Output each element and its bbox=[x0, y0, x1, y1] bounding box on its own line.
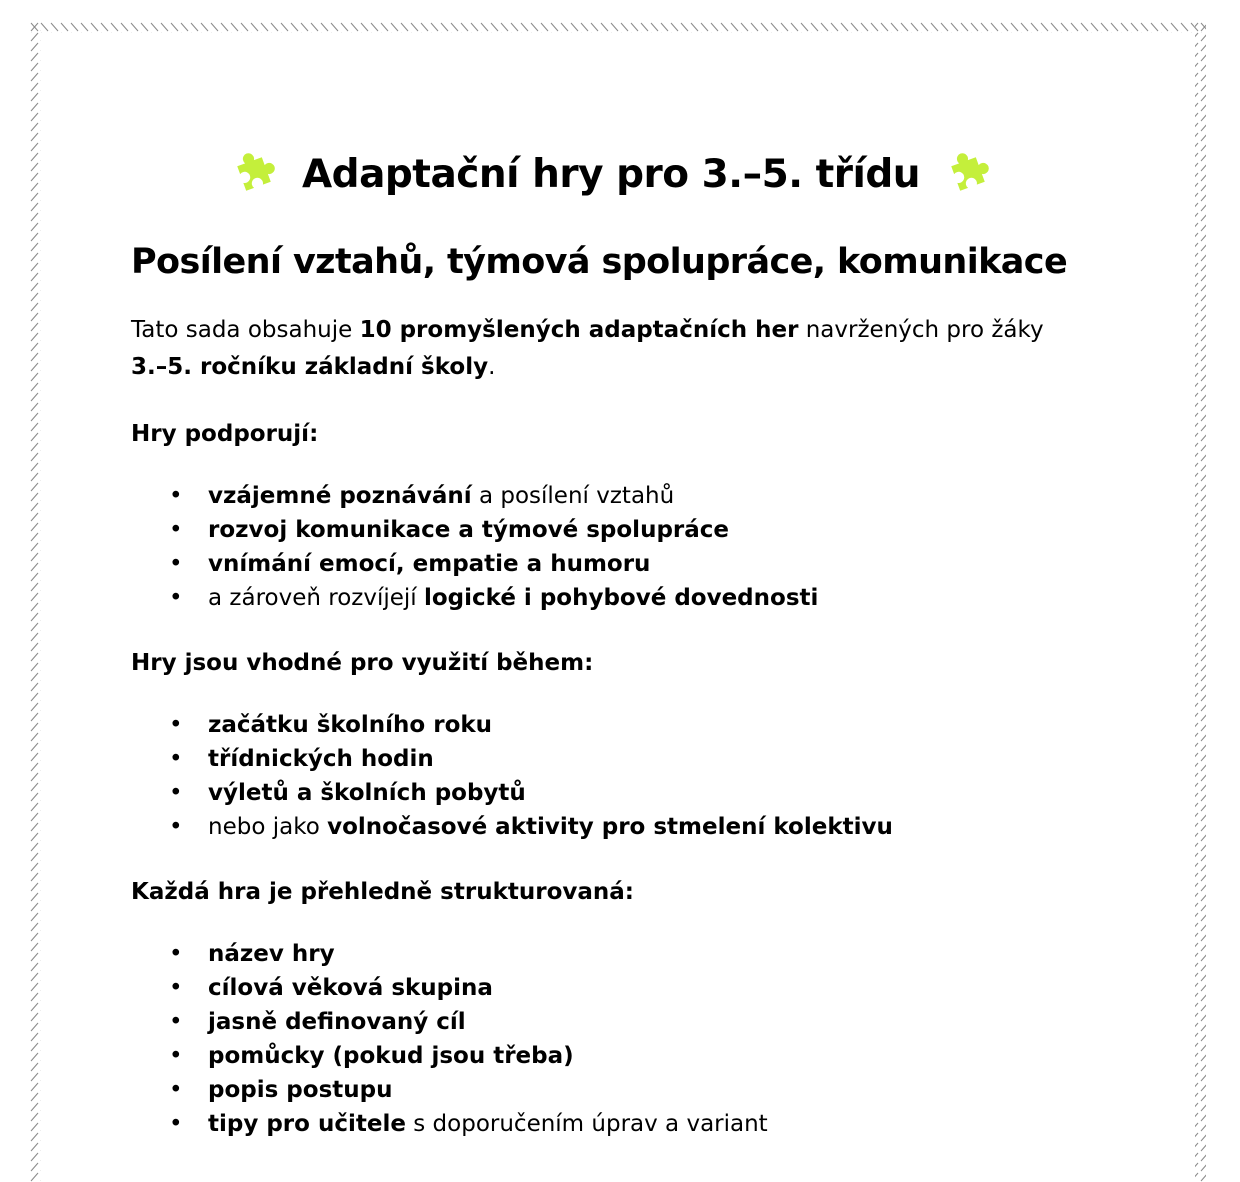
list-item bbox=[131, 1107, 1131, 1141]
list-item bbox=[131, 810, 1131, 844]
intro-bold: 10 promyšlených adaptačních her bbox=[359, 317, 799, 343]
item-bold: výletů a školních pobytů bbox=[208, 780, 526, 806]
item-bold: jasně definovaný cíl bbox=[208, 1009, 466, 1035]
list-item bbox=[131, 581, 1131, 615]
list-item bbox=[131, 742, 1131, 776]
item-bold: popis postupu bbox=[208, 1077, 393, 1103]
list-item bbox=[131, 1039, 1131, 1073]
list-item bbox=[131, 513, 1131, 547]
intro-text: . bbox=[488, 354, 496, 380]
section-heading-usage: Hry jsou vhodné pro využití během: bbox=[131, 650, 594, 676]
item-text: a posílení vztahů bbox=[471, 483, 675, 509]
list-item bbox=[131, 971, 1131, 1005]
subtitle: Posílení vztahů, týmová spolupráce, komunikace bbox=[131, 242, 1068, 282]
item-text: s doporučením úprav a variant bbox=[405, 1111, 768, 1137]
list-structure bbox=[131, 937, 1131, 1141]
item-bold: vzájemné poznávání bbox=[208, 483, 472, 509]
item-text: nebo jako bbox=[208, 814, 328, 840]
item-bold: třídnických hodin bbox=[208, 746, 434, 772]
intro-text: Tato sada obsahuje bbox=[131, 317, 360, 343]
item-bold: tipy pro učitele bbox=[208, 1111, 406, 1137]
intro-text: navržených pro žáky bbox=[798, 317, 1044, 343]
title-row bbox=[91, 138, 1131, 210]
item-text: a zároveň rozvíjejí bbox=[208, 585, 424, 611]
section-heading-structure: Každá hra je přehledně strukturovaná: bbox=[131, 879, 634, 905]
list-usage bbox=[131, 708, 1131, 844]
page-title: Adaptační hry pro 3.–5. třídu bbox=[301, 151, 921, 197]
list-item bbox=[131, 937, 1131, 971]
document-body bbox=[131, 130, 1131, 1141]
item-bold: začátku školního roku bbox=[208, 712, 493, 738]
intro-paragraph bbox=[131, 312, 1061, 386]
puzzle-piece-icon bbox=[226, 146, 282, 202]
list-item bbox=[131, 1073, 1131, 1107]
puzzle-piece-icon bbox=[940, 146, 996, 202]
intro-bold: 3.–5. ročníku základní školy bbox=[131, 354, 489, 380]
item-bold: cílová věková skupina bbox=[208, 975, 493, 1001]
list-item bbox=[131, 708, 1131, 742]
list-item bbox=[131, 1005, 1131, 1039]
item-bold: volnočasové aktivity pro stmelení kolektivu bbox=[327, 814, 893, 840]
item-bold: rozvoj komunikace a týmové spolupráce bbox=[208, 517, 730, 543]
item-bold: vnímání emocí, empatie a humoru bbox=[208, 551, 651, 577]
item-bold: logické i pohybové dovednosti bbox=[423, 585, 819, 611]
item-bold: pomůcky (pokud jsou třeba) bbox=[208, 1043, 574, 1069]
list-item bbox=[131, 547, 1131, 581]
list-support bbox=[131, 479, 1131, 615]
section-heading-support: Hry podporují: bbox=[131, 421, 319, 447]
list-item bbox=[131, 776, 1131, 810]
list-item bbox=[131, 479, 1131, 513]
item-bold: název hry bbox=[208, 941, 335, 967]
